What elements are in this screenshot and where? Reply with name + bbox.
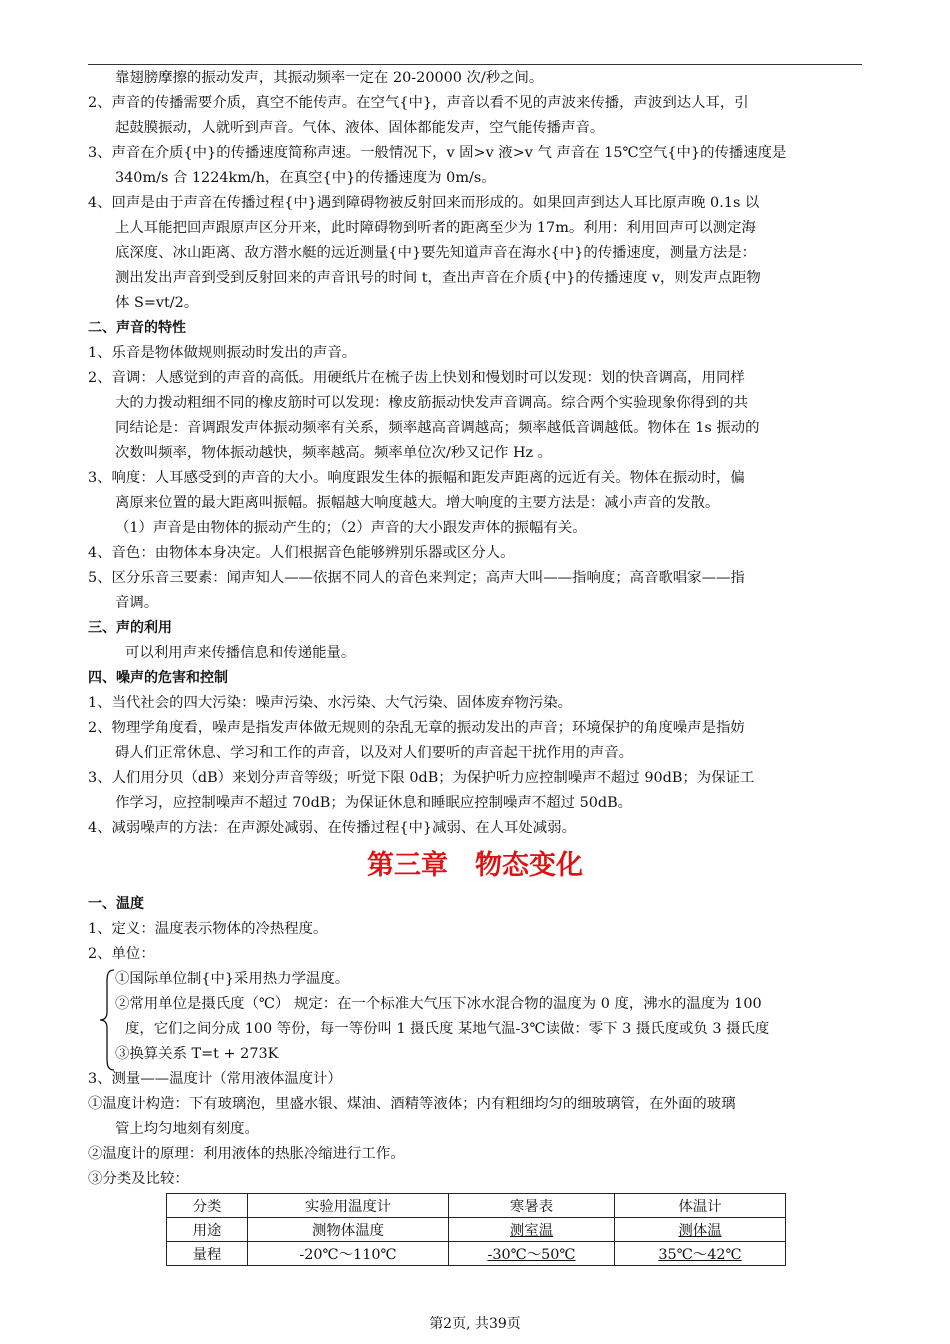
text-line: 作学习，应控制噪声不超过 70dB；为保证休息和睡眠应控制噪声不超过 50dB。 xyxy=(115,795,633,811)
table-cell: 测物体温度 xyxy=(248,1218,449,1242)
text-line: 碍人们正常休息、学习和工作的声音，以及对人们要听的声音起干扰作用的声音。 xyxy=(115,745,634,761)
table-row xyxy=(167,1194,786,1218)
table-cell: 寒暑表 xyxy=(449,1194,615,1218)
text-line: 3、测量——温度计（常用液体温度计） xyxy=(88,1071,342,1087)
table-cell: 体温计 xyxy=(615,1194,786,1218)
text-line: 管上均匀地刻有刻度。 xyxy=(115,1121,259,1137)
table-cell: 测体温 xyxy=(615,1218,786,1242)
table-cell: -30℃～50℃ xyxy=(449,1242,615,1266)
text-line: 5、区分乐音三要素：闻声知人——依据不同人的音色来判定；高声大叫——指响度；高音歌唱家——指 xyxy=(88,570,745,586)
table-cell: 量程 xyxy=(167,1242,248,1266)
text-line: 上人耳能把回声跟原声区分开来，此时障碍物到听者的距离至少为 17m。利用：利用回声可以测定海 xyxy=(115,220,756,236)
section-heading: 四、噪声的危害和控制 xyxy=(88,670,228,686)
section-heading: 三、声的利用 xyxy=(88,620,172,636)
text-line: 1、当代社会的四大污染：噪声污染、水污染、大气污染、固体废弃物污染。 xyxy=(88,695,573,711)
text-line: 底深度、冰山距离、敌方潜水艇的远近测量{中}要先知道声音在海水{中}的传播速度，测量方法是： xyxy=(115,245,757,261)
text-line: ③分类及比较： xyxy=(88,1171,189,1187)
section-heading: 二、声音的特性 xyxy=(88,320,186,336)
text-line: ①温度计构造：下有玻璃泡，里盛水银、煤油、酒精等液体；内有粗细均匀的细玻璃管，在外面的玻璃 xyxy=(88,1096,736,1112)
text-line: 340m/s 合 1224km/h，在真空{中}的传播速度为 0m/s。 xyxy=(115,170,496,186)
table-cell: 分类 xyxy=(167,1194,248,1218)
table-row xyxy=(167,1242,786,1266)
text-line: 靠翅膀摩擦的振动发声，其振动频率一定在 20-20000 次/秒之间。 xyxy=(115,70,544,86)
section-heading: 一、温度 xyxy=(88,896,144,912)
text-line: 1、定义：温度表示物体的冷热程度。 xyxy=(88,921,328,937)
text-line: 3、人们用分贝（dB）来划分声音等级；听觉下限 0dB；为保护听力应控制噪声不超过 90dB；为保证工 xyxy=(88,770,755,786)
table-cell: 用途 xyxy=(167,1218,248,1242)
text-line: 2、音调：人感觉到的声音的高低。用硬纸片在梳子齿上快划和慢划时可以发现：划的快音调高，用同样 xyxy=(88,370,745,386)
table-cell: 实验用温度计 xyxy=(248,1194,449,1218)
text-line: ③换算关系 T=t + 273K xyxy=(115,1046,279,1062)
text-line: 3、声音在介质{中}的传播速度简称声速。一般情况下，v 固>v 液>v 气 声音在 15℃空气{中}的传播速度是 xyxy=(88,145,787,161)
text-line: 可以利用声来传播信息和传递能量。 xyxy=(125,645,356,661)
text-line: ①国际单位制{中}采用热力学温度。 xyxy=(115,971,350,987)
page-footer: 第2页, 共39页 xyxy=(429,1316,521,1332)
text-line: 2、物理学角度看，噪声是指发声体做无规则的杂乱无章的振动发出的声音；环境保护的角度噪声是指妨 xyxy=(88,720,745,736)
text-line: 3、响度：人耳感受到的声音的大小。响度跟发生体的振幅和距发声距离的远近有关。物体在振动时，偏 xyxy=(88,470,745,486)
chapter-title: 第三章 物态变化 xyxy=(367,850,583,881)
text-line: 4、音色：由物体本身决定。人们根据音色能够辨别乐器或区分人。 xyxy=(88,545,515,561)
table-cell: 测室温 xyxy=(449,1218,615,1242)
comparison-table xyxy=(166,1193,786,1266)
header-rule xyxy=(88,64,862,65)
brace-icon xyxy=(98,968,116,1072)
text-line: 2、声音的传播需要介质，真空不能传声。在空气{中}，声音以看不见的声波来传播，声波到达人耳，引 xyxy=(88,95,749,111)
text-line: 大的力拨动粗细不同的橡皮筋时可以发现：橡皮筋振动快发声音调高。综合两个实验现象你得到的共 xyxy=(115,395,749,411)
text-line: 4、减弱噪声的方法：在声源处减弱、在传播过程{中}减弱、在人耳处减弱。 xyxy=(88,820,576,836)
text-line: （1）声音是由物体的振动产生的；（2）声音的大小跟发声体的振幅有关。 xyxy=(115,520,587,536)
text-line: ②温度计的原理：利用液体的热胀冷缩进行工作。 xyxy=(88,1146,405,1162)
text-line: 2、单位： xyxy=(88,946,155,962)
text-line: 离原来位置的最大距离叫振幅。振幅越大响度越大。增大响度的主要方法是：减小声音的发散。 xyxy=(115,495,720,511)
table-cell: -20℃～110℃ xyxy=(248,1242,449,1266)
text-line: ②常用单位是摄氏度（℃） 规定：在一个标准大气压下冰水混合物的温度为 0 度，沸水的温度为 100 xyxy=(115,996,762,1012)
text-line: 体 S=vt/2。 xyxy=(115,295,199,311)
text-line: 1、乐音是物体做规则振动时发出的声音。 xyxy=(88,345,357,361)
text-line: 度，它们之间分成 100 等份，每一等份叫 1 摄氏度 某地气温-3℃读做：零下 3 摄氏度或负 3 摄氏度 xyxy=(125,1021,770,1037)
text-line: 4、回声是由于声音在传播过程{中}遇到障碍物被反射回来而形成的。如果回声到达人耳比原声晚 0.1s 以 xyxy=(88,195,760,211)
text-line: 音调。 xyxy=(115,595,159,611)
table-cell: 35℃～42℃ xyxy=(615,1242,786,1266)
text-line: 起鼓膜振动，人就听到声音。气体、液体、固体都能发声，空气能传播声音。 xyxy=(115,120,605,136)
text-line: 测出发出声音到受到反射回来的声音讯号的时间 t，查出声音在介质{中}的传播速度 v，则发声点距物 xyxy=(115,270,761,286)
text-line: 同结论是：音调跟发声体振动频率有关系，频率越高音调越高；频率越低音调越低。物体在 1s 振动的 xyxy=(115,420,760,436)
text-line: 次数叫频率，物体振动越快，频率越高。频率单位次/秒又记作 Hz 。 xyxy=(115,445,553,461)
table-row xyxy=(167,1218,786,1242)
